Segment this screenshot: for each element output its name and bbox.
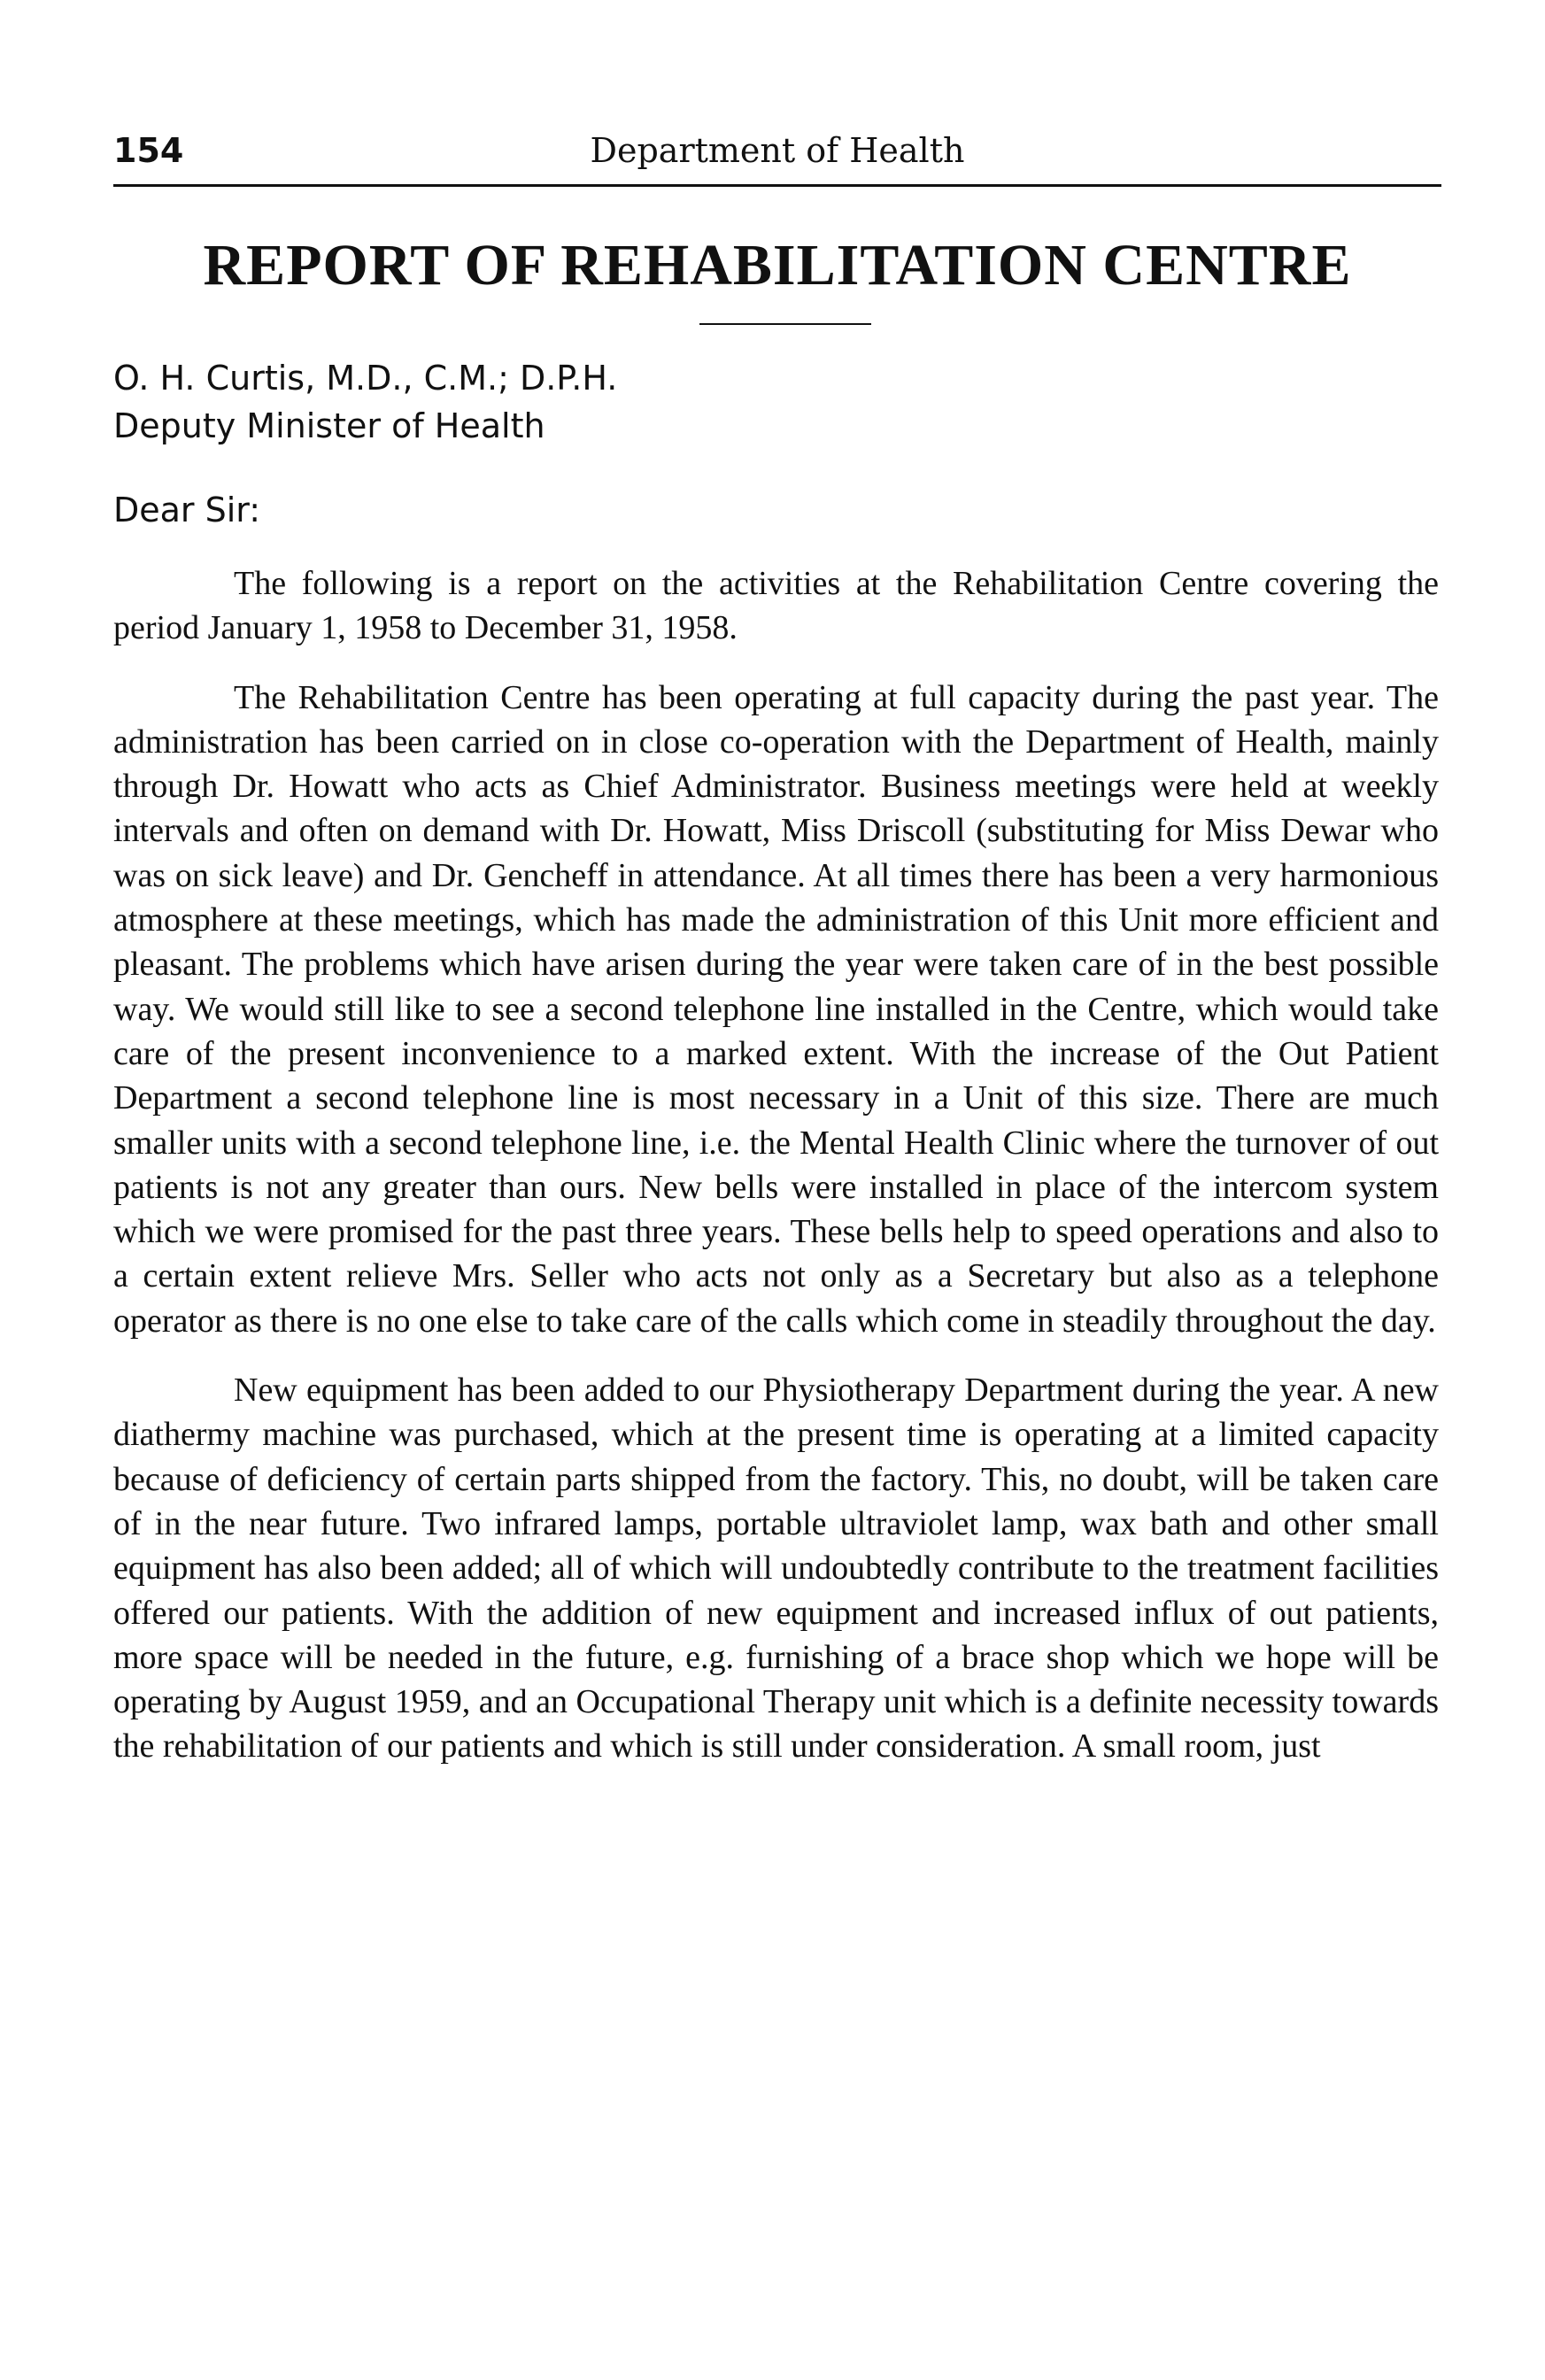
- title-divider: [699, 323, 871, 325]
- running-title: Department of Health: [590, 131, 965, 170]
- report-title: REPORT OF REHABILITATION CENTRE: [203, 233, 1352, 298]
- paragraph-intro: The following is a report on the activities at the Rehabilitation Centre covering the period January 1, 1958 to December 31, 1958.: [113, 565, 1439, 647]
- page-number: 154: [113, 131, 184, 170]
- paragraph-equipment: New equipment has been added to our Physiotherapy Department during the year. A new diathermy machine was purchased, which at the present time is operating at a limited capacity because of deficiency of certain parts shipped from the factory. This, no doubt, will be taken care of in the near future. Two infrared lamps, portable ultraviolet lamp, wax bath and other small equipment has also been added; all of which will undoubtedly contribute to the treatment facilities offered our patients. With the addition of new equipment and increased influx of out patients, more space will be needed in the future, e.g. furnishing of a brace shop which we hope will be operating by August 1959, and an Occupational Therapy unit which is a definite necessity towards the rehabilitation of our patients and which is still under consideration. A small room, just: [113, 1372, 1439, 1766]
- addressee-name: O. H. Curtis, M.D., C.M.; D.P.H.: [113, 359, 618, 398]
- salutation: Dear Sir:: [113, 491, 261, 529]
- addressee-block: [113, 354, 617, 450]
- addressee-position: Deputy Minister of Health: [113, 406, 545, 445]
- paragraph-operations: The Rehabilitation Centre has been operating at full capacity during the past year. The administration has been carried on in close co-operation with the Department of Health, mainly through Dr. Howatt who acts as Chief Administrator. Business meetings were held at weekly intervals and often on demand with Dr. Howatt, Miss Driscoll (substituting for Miss Dewar who was on sick leave) and Dr. Gencheff in attendance. At all times there has been a very harmonious atmosphere at these meetings, which has made the administration of this Unit more efficient and pleasant. The problems which have arisen during the year were taken care of in the best possible way. We would still like to see a second telephone line installed in the Centre, which would take care of the present inconvenience to a marked extent. With the increase of the Out Patient Department a second telephone line is most necessary in a Unit of this size. There are much smaller units with a second telephone line, i.e. the Mental Health Clinic where the turnover of out patients is not any greater than ours. New bells were installed in place of the intercom system which we were promised for the past three years. These bells help to speed operations and also to a certain extent relieve Mrs. Seller who acts not only as a Secretary but also as a telephone operator as there is no one else to take care of the calls which come in steadily throughout the day.: [113, 678, 1439, 1340]
- running-header: [113, 131, 1441, 187]
- report-body: [113, 561, 1439, 1769]
